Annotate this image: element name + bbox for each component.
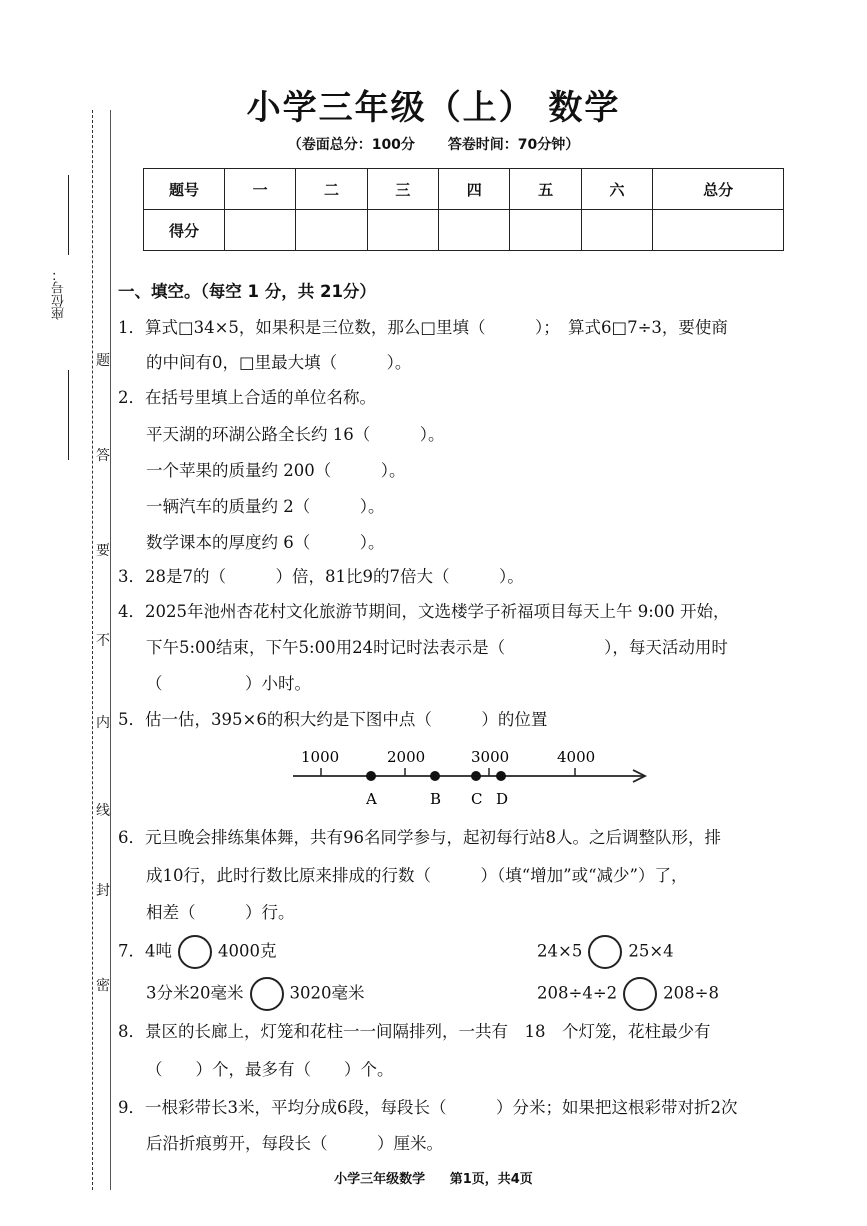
score-header-cell: 五 <box>510 169 581 210</box>
point-label-d: D <box>496 790 509 808</box>
point-a-dot <box>366 771 376 781</box>
compare-circle[interactable] <box>588 935 622 969</box>
binding-solid-line <box>110 110 111 1190</box>
question-9-line-2: 后沿折痕剪开，每段长（ ）厘米。 <box>146 1134 443 1153</box>
question-9-line-1: 9．一根彩带长3米，平均分成6段，每段长（ ）分米；如果把这根彩带对折2次 <box>118 1098 738 1117</box>
section-heading: 一、填空。（每空 1 分，共 21分） <box>118 282 376 301</box>
question-8-line-2: （ ）个，最多有（ ）个。 <box>146 1060 394 1079</box>
score-header-cell: 六 <box>581 169 652 210</box>
margin-char: 内 <box>96 715 110 731</box>
score-cell[interactable] <box>510 210 581 251</box>
margin-char: 封 <box>96 883 110 899</box>
seat-number-label: 座位号： <box>52 268 67 320</box>
score-header-cell: 一 <box>225 169 296 210</box>
compare-left: 24×5 <box>537 941 583 961</box>
question-7-row-1 <box>118 935 277 969</box>
compare-left: 208÷4÷2 <box>537 983 618 1003</box>
point-label-b: B <box>430 790 442 808</box>
margin-char: 要 <box>96 543 110 559</box>
question-2-d: 数学课本的厚度约 6（ ）。 <box>146 533 385 552</box>
number-line <box>285 740 655 812</box>
question-2-b: 一个苹果的质量约 200（ ）。 <box>146 461 406 480</box>
question-3: 3．28是7的（ ）倍，81比9的7倍大（ ）。 <box>118 567 524 586</box>
score-cell[interactable] <box>581 210 652 251</box>
point-b-dot <box>430 771 440 781</box>
score-header-cell: 二 <box>296 169 367 210</box>
score-row-label: 得分 <box>144 210 225 251</box>
point-c-dot <box>471 771 481 781</box>
score-header-cell: 总分 <box>653 169 784 210</box>
compare-left: 3分米20毫米 <box>146 983 244 1003</box>
seat-blank-line <box>68 175 69 255</box>
score-table <box>143 168 784 251</box>
score-cell[interactable] <box>439 210 510 251</box>
margin-char: 线 <box>96 803 110 819</box>
footer-page-number: 第1页，共4页 <box>449 1172 533 1187</box>
tick-label-2000: 2000 <box>387 748 426 766</box>
score-cell[interactable] <box>367 210 438 251</box>
question-4-line-2: 下午5:00结束，下午5:00用24时记时法表示是（ ），每天活动用时 <box>146 638 728 657</box>
question-7-row-2 <box>146 977 365 1011</box>
question-2-c: 一辆汽车的质量约 2（ ）。 <box>146 497 385 516</box>
question-7-number: 7． <box>118 941 145 961</box>
compare-right: 3020毫米 <box>289 983 365 1003</box>
total-score-text: （卷面总分：100分 <box>287 137 415 153</box>
question-2-intro: 2．在括号里填上合适的单位名称。 <box>118 388 376 407</box>
score-cell[interactable] <box>296 210 367 251</box>
score-header-cell: 题号 <box>144 169 225 210</box>
compare-right: 208÷8 <box>663 983 719 1003</box>
compare-left: 4吨 <box>145 941 172 961</box>
tick-label-4000: 4000 <box>557 748 596 766</box>
question-7-row-1-right <box>537 935 674 969</box>
margin-char: 不 <box>96 633 110 649</box>
page-footer <box>0 1168 867 1187</box>
score-header-cell: 三 <box>367 169 438 210</box>
question-8-line-1: 8．景区的长廊上，灯笼和花柱一一间隔排列，一共有 18 个灯笼，花柱最少有 <box>118 1022 711 1041</box>
margin-char: 题 <box>96 353 110 369</box>
question-5: 5．估一估，395×6的积大约是下图中点（ ）的位置 <box>118 710 548 729</box>
page-title: 小学三年级（上） 数学 <box>246 88 621 128</box>
compare-right: 4000克 <box>218 941 277 961</box>
compare-circle[interactable] <box>250 977 284 1011</box>
tick-label-3000: 3000 <box>471 748 510 766</box>
margin-char: 密 <box>96 978 110 994</box>
question-6-line-1: 6．元旦晚会排练集体舞，共有96名同学参与，起初每行站8人。之后调整队形，排 <box>118 828 721 847</box>
point-d-dot <box>496 771 506 781</box>
score-header-cell: 四 <box>439 169 510 210</box>
exam-info <box>0 134 867 154</box>
score-cell[interactable] <box>225 210 296 251</box>
compare-right: 25×4 <box>628 941 674 961</box>
question-2-a: 平天湖的环湖公路全长约 16（ ）。 <box>146 425 445 444</box>
question-6-line-2: 成10行，此时行数比原来排成的行数（ ）（填“增加”或“减少”）了， <box>146 866 688 885</box>
question-4-line-3: （ ）小时。 <box>146 674 311 693</box>
margin-char: 答 <box>96 448 110 464</box>
exam-time-text: 答卷时间：70分钟） <box>447 137 580 153</box>
point-label-c: C <box>471 790 483 808</box>
compare-circle[interactable] <box>178 935 212 969</box>
question-1-line-1: 1．算式□34×5，如果积是三位数，那么□里填（ ）； 算式6□7÷3，要使商 <box>118 318 728 337</box>
score-cell[interactable] <box>653 210 784 251</box>
name-blank-line <box>68 370 69 460</box>
compare-circle[interactable] <box>623 977 657 1011</box>
score-table-score-row <box>144 210 784 251</box>
question-4-line-1: 4．2025年池州杏花村文化旅游节期间，文选楼学子祈福项目每天上午 9:00 开始， <box>118 602 730 621</box>
binding-dashed-line <box>92 110 93 1190</box>
score-table-header-row <box>144 169 784 210</box>
tick-label-1000: 1000 <box>301 748 340 766</box>
footer-subject: 小学三年级数学 <box>334 1172 426 1187</box>
question-1-line-2: 的中间有0，□里最大填（ ）。 <box>146 353 412 372</box>
point-label-a: A <box>366 790 377 808</box>
question-7-row-2-right <box>537 977 719 1011</box>
question-6-line-3: 相差（ ）行。 <box>146 903 295 922</box>
